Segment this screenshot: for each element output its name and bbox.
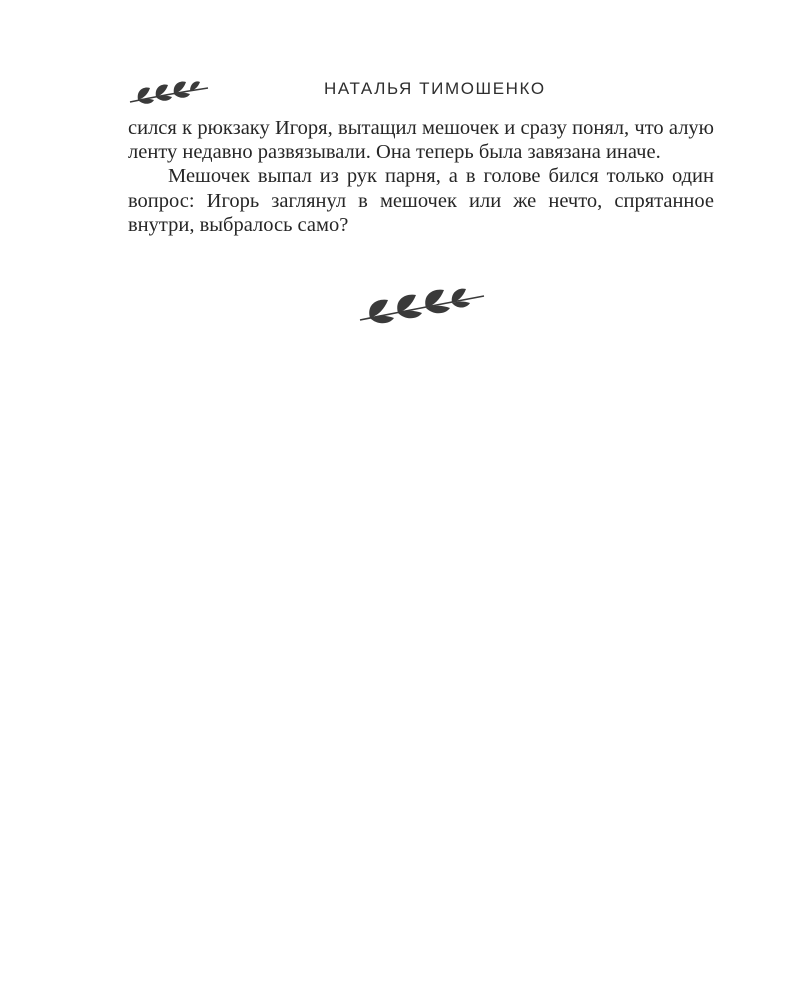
paragraph: сился к рюкзаку Игоря, вытащил мешочек и сразу понял, что алую ленту недавно развязывали. Она теперь была завязана иначе. <box>128 117 714 164</box>
leaf-branch-icon <box>356 284 486 326</box>
running-header <box>128 72 718 108</box>
leaf-branch-icon <box>128 76 210 106</box>
running-header-title: НАТАЛЬЯ ТИМОШЕНКО <box>324 79 546 98</box>
body-text <box>128 116 714 237</box>
paragraph: Мешочек выпал из рук парня, а в голове бился только один вопрос: Игорь заглянул в мешочек или же нечто, спрятанное внутри, выбралось само? <box>128 165 714 236</box>
